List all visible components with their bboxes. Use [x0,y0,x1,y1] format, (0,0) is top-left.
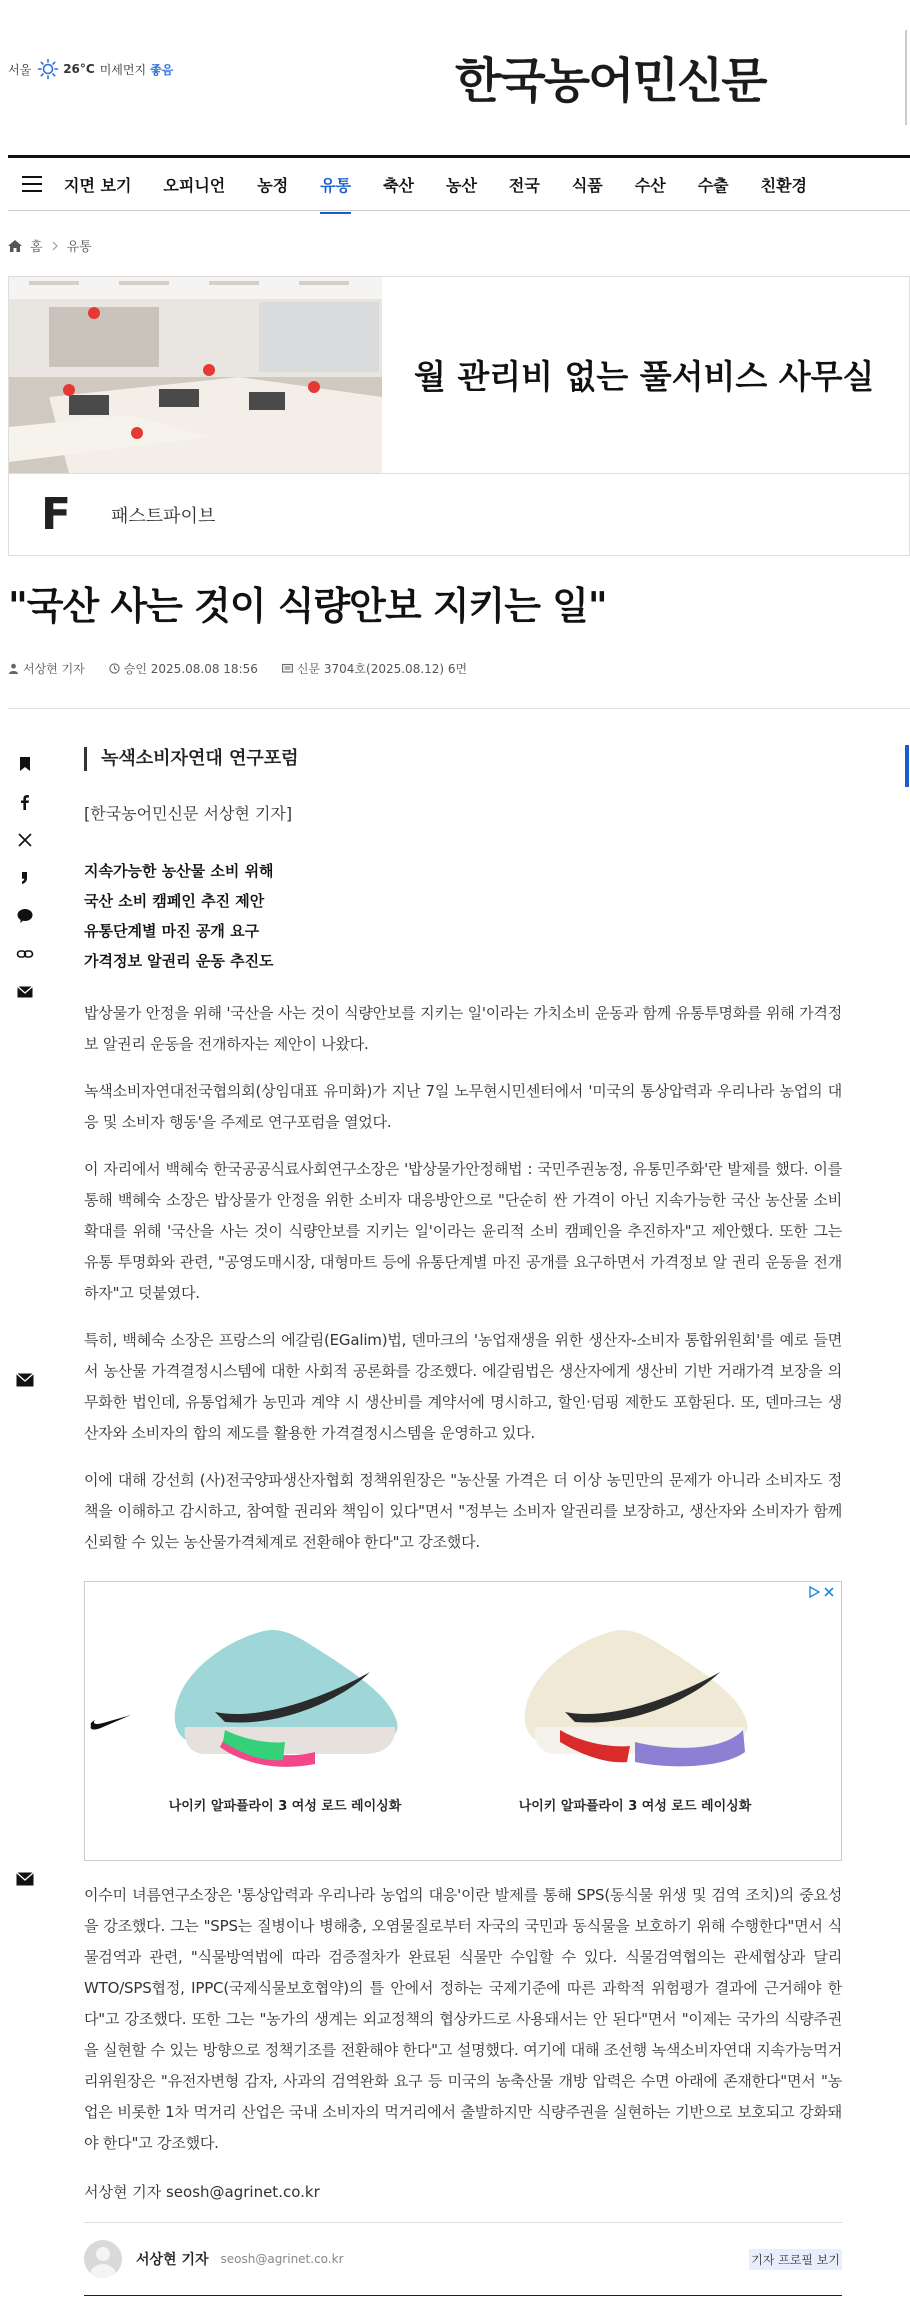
banner-ad-logo: F [41,489,72,540]
summary-line: 지속가능한 농산물 소비 위해 [84,862,274,880]
bookmark-icon[interactable] [16,755,34,773]
person-icon [8,663,19,674]
scroll-indicator [905,745,909,787]
site-header [0,0,910,150]
edge-divider [905,30,907,125]
nav-item-agriculture[interactable]: 농산 [446,175,477,195]
chevron-right-icon [51,241,59,251]
banner-ad-footer[interactable] [9,473,909,555]
avatar [84,2240,122,2278]
article-body [84,745,842,1558]
article-meta [8,660,467,677]
nav-item-policy[interactable]: 농정 [257,175,289,195]
summary-line: 가격정보 알권리 운동 추진도 [84,952,274,970]
nav-item-eco[interactable]: 친환경 [760,175,807,195]
article-paragraph: 이에 대해 강선희 (사)전국양파생산자협회 정책위원장은 "농산물 가격은 더 이상 농민만의 문제가 아니라 소비자도 정책을 이해하고 감시하고, 참여할 권리와 책임이 있다"면서 "정부는 소비자 알권리를 보장하고, 생산자와 소비자가 함께 신뢰할 수 있는 농산물가격체계로 전환해야 한다"고 강조했다. [84,1471,842,1551]
product-ad[interactable] [84,1581,842,1861]
shoe-image-left[interactable] [165,1602,405,1782]
dust-value: 좋음 [150,62,174,77]
nav-item-opinion[interactable]: 오피니언 [163,175,226,195]
close-icon[interactable] [823,1586,835,1598]
meta-divider [8,708,910,709]
weather-temperature: 26°C [63,62,95,76]
article-paragraph: 특히, 백혜숙 소장은 프랑스의 에갈림(EGalim)법, 덴마크의 '농업재생을 위한 생산자-소비자 통합위원회'를 예로 들면서 농산물 가격결정시스템에 대한 사회적 공론화를 강조했다. 에갈림법은 생산자에게 생산비 기반 거래가격 보장을 의무화한 법인데, 유통업체가 농민과 계약 시 생산비를 계약서에 명시하고, 할인·덤핑 제한도 포함된다. 또, 덴마크는 생산자와 소비자의 합의 제도를 활용한 가격결정시스템을 운영하고 있다. [84,1331,842,1442]
menu-icon[interactable] [22,176,42,192]
site-logo[interactable]: 한국농어민신문 [455,53,766,109]
article-byline: [한국농어민신문 서상현 기자] [84,804,293,823]
article-paragraph: 밥상물가 안정을 위해 '국산을 사는 것이 식량안보를 지키는 일'이라는 가치소비 운동과 함께 유통투명화를 위해 가격정보 알권리 운동을 전개하자는 제안이 나왔다. [84,1004,842,1053]
author-box-name[interactable]: 서상현 기자 [136,2252,209,2268]
kakaostory-icon[interactable] [16,869,34,887]
author-box [84,2222,842,2296]
author-name[interactable]: 서상현 기자 [23,662,85,676]
dust-label: 미세먼지 [99,62,147,77]
link-icon[interactable] [16,945,34,963]
nav-item-livestock[interactable]: 축산 [383,175,414,195]
nike-logo-icon [89,1712,133,1732]
article-body-continued [84,1880,842,2202]
breadcrumb-section[interactable]: 유통 [66,240,92,255]
kakaotalk-icon[interactable] [16,907,34,925]
ad-choices-icon[interactable] [808,1586,820,1598]
banner-ad-headline[interactable]: 월 관리비 없는 풀서비스 사무실 [414,357,875,396]
article-paragraph: 이수미 녀름연구소장은 '통상압력과 우리나라 농업의 대응'이란 발제를 통해 SPS(동식물 위생 및 검역 조치)의 중요성을 강조했다. 그는 "SPS는 질병이나 병해충, 오염물질로부터 자국의 국민과 동식물을 보호하기 위해 수행한다"면서 식물검역과 관련, "식물방역법에 따라 검증절차가 완료된 식물만 수입할 수 있다. 식물검역협의는 관세협상과 달리 WTO/SPS협정, IPPC(국제식물보호협약)의 틀 안에서 정하는 국제기준에 따른 과학적 위험평가 결과에 근거해야 한다"고 강조했다. 또한 그는 "농가의 생계는 외교정책의 협상카드로 사용돼서는 안 된다"면서 "이제는 국가의 식량주권을 실현할 수 있는 방향으로 정책기조를 전환해야 한다"고 설명했다. 여기에 대해 조선행 녹색소비자연대 지속가능먹거리위원장은 "유전자변형 감자, 사과의 검역완화 요구 등 미국의 농축산물 개방 압력은 수면 아래에 존재한다"면서 "농업은 비롯한 1차 먹거리 산업은 국내 소비자의 먹거리에서 출발하지만 식량주권을 실현하는 기반으로 보호되고 강화돼야 한다"고 강조했다. [84,1886,842,2152]
share-rail [16,755,36,1021]
x-twitter-icon[interactable] [16,831,34,849]
author-profile-link[interactable]: 기자 프로필 보기 [749,2249,842,2270]
office-photo [9,277,382,473]
summary-line: 국산 소비 캠페인 추진 제안 [84,892,265,910]
nav-item-export[interactable]: 수출 [697,175,729,195]
product-label-left[interactable]: 나이키 알파플라이 3 여성 로드 레이싱화 [168,1799,402,1814]
nav-item-paper[interactable]: 지면 보기 [64,175,132,195]
main-nav [8,155,910,211]
nav-item-national[interactable]: 전국 [508,175,540,195]
breadcrumb-home[interactable]: 홈 [30,240,43,255]
nav-item-distribution[interactable]: 유통 [320,173,351,196]
weather-city: 서울 [8,62,32,77]
approved-date: 승인 2025.08.08 18:56 [123,662,258,676]
meta-edition [282,660,467,677]
meta-approved [109,660,258,677]
article-paragraph: 녹색소비자연대전국협의회(상임대표 유미화)가 지난 7일 노무현시민센터에서 '미국의 통상압력과 우리나라 농업의 대응 및 소비자 행동'을 주제로 연구포럼을 열었다. [84,1082,842,1131]
breadcrumb [8,236,92,255]
mail-icon[interactable] [16,983,34,1001]
article-subhead: 녹색소비자연대 연구포럼 [84,747,842,771]
nav-item-fishery[interactable]: 수산 [634,175,666,195]
edition-info: 신문 3704호(2025.08.12) 6면 [296,662,468,676]
sun-icon [37,58,59,80]
article-paragraph: 이 자리에서 백혜숙 한국공공식료사회연구소장은 '밥상물가안정해법 : 국민주권농정, 유통민주화'란 발제를 했다. 이를 통해 백혜숙 소장은 밥상물가 안정을 위한 소비자 대응방안으로 "단순히 싼 가격이 아닌 지속가능한 국산 농산물 소비 확대를 위해 '국산을 사는 것이 식량안보를 지키는 일'이라는 윤리적 소비 캠페인을 추진하자"고 제안했다. 또한 그는 유통 투명화와 관련, "공영도매시장, 대형마트 등에 유통단계별 마진 공개를 요구하면서 가격정보 알 권리 운동을 전개하자"고 덧붙였다. [84,1160,842,1302]
ad-choices-badge[interactable] [808,1586,835,1598]
article-signature: 서상현 기자 seosh@agrinet.co.kr [84,2183,320,2201]
author-box-email[interactable]: seosh@agrinet.co.kr [220,2252,344,2266]
clock-icon [109,663,120,674]
article-summary [84,856,842,976]
meta-author [8,660,85,677]
weather-widget [8,58,173,80]
mail-icon[interactable] [16,1373,34,1387]
product-label-right[interactable]: 나이키 알파플라이 3 여성 로드 레이싱화 [518,1799,752,1814]
banner-ad-brand: 패스트파이브 [111,505,216,527]
home-icon[interactable] [8,240,22,252]
mail-icon[interactable] [16,1872,34,1886]
facebook-icon[interactable] [16,793,34,811]
banner-ad[interactable] [8,276,910,556]
article-title: "국산 사는 것이 식량안보 지키는 일" [8,584,607,628]
summary-line: 유통단계별 마진 공개 요구 [84,922,260,940]
nav-item-food[interactable]: 식품 [571,175,603,195]
newspaper-icon [282,663,293,674]
shoe-image-right[interactable] [515,1602,755,1782]
